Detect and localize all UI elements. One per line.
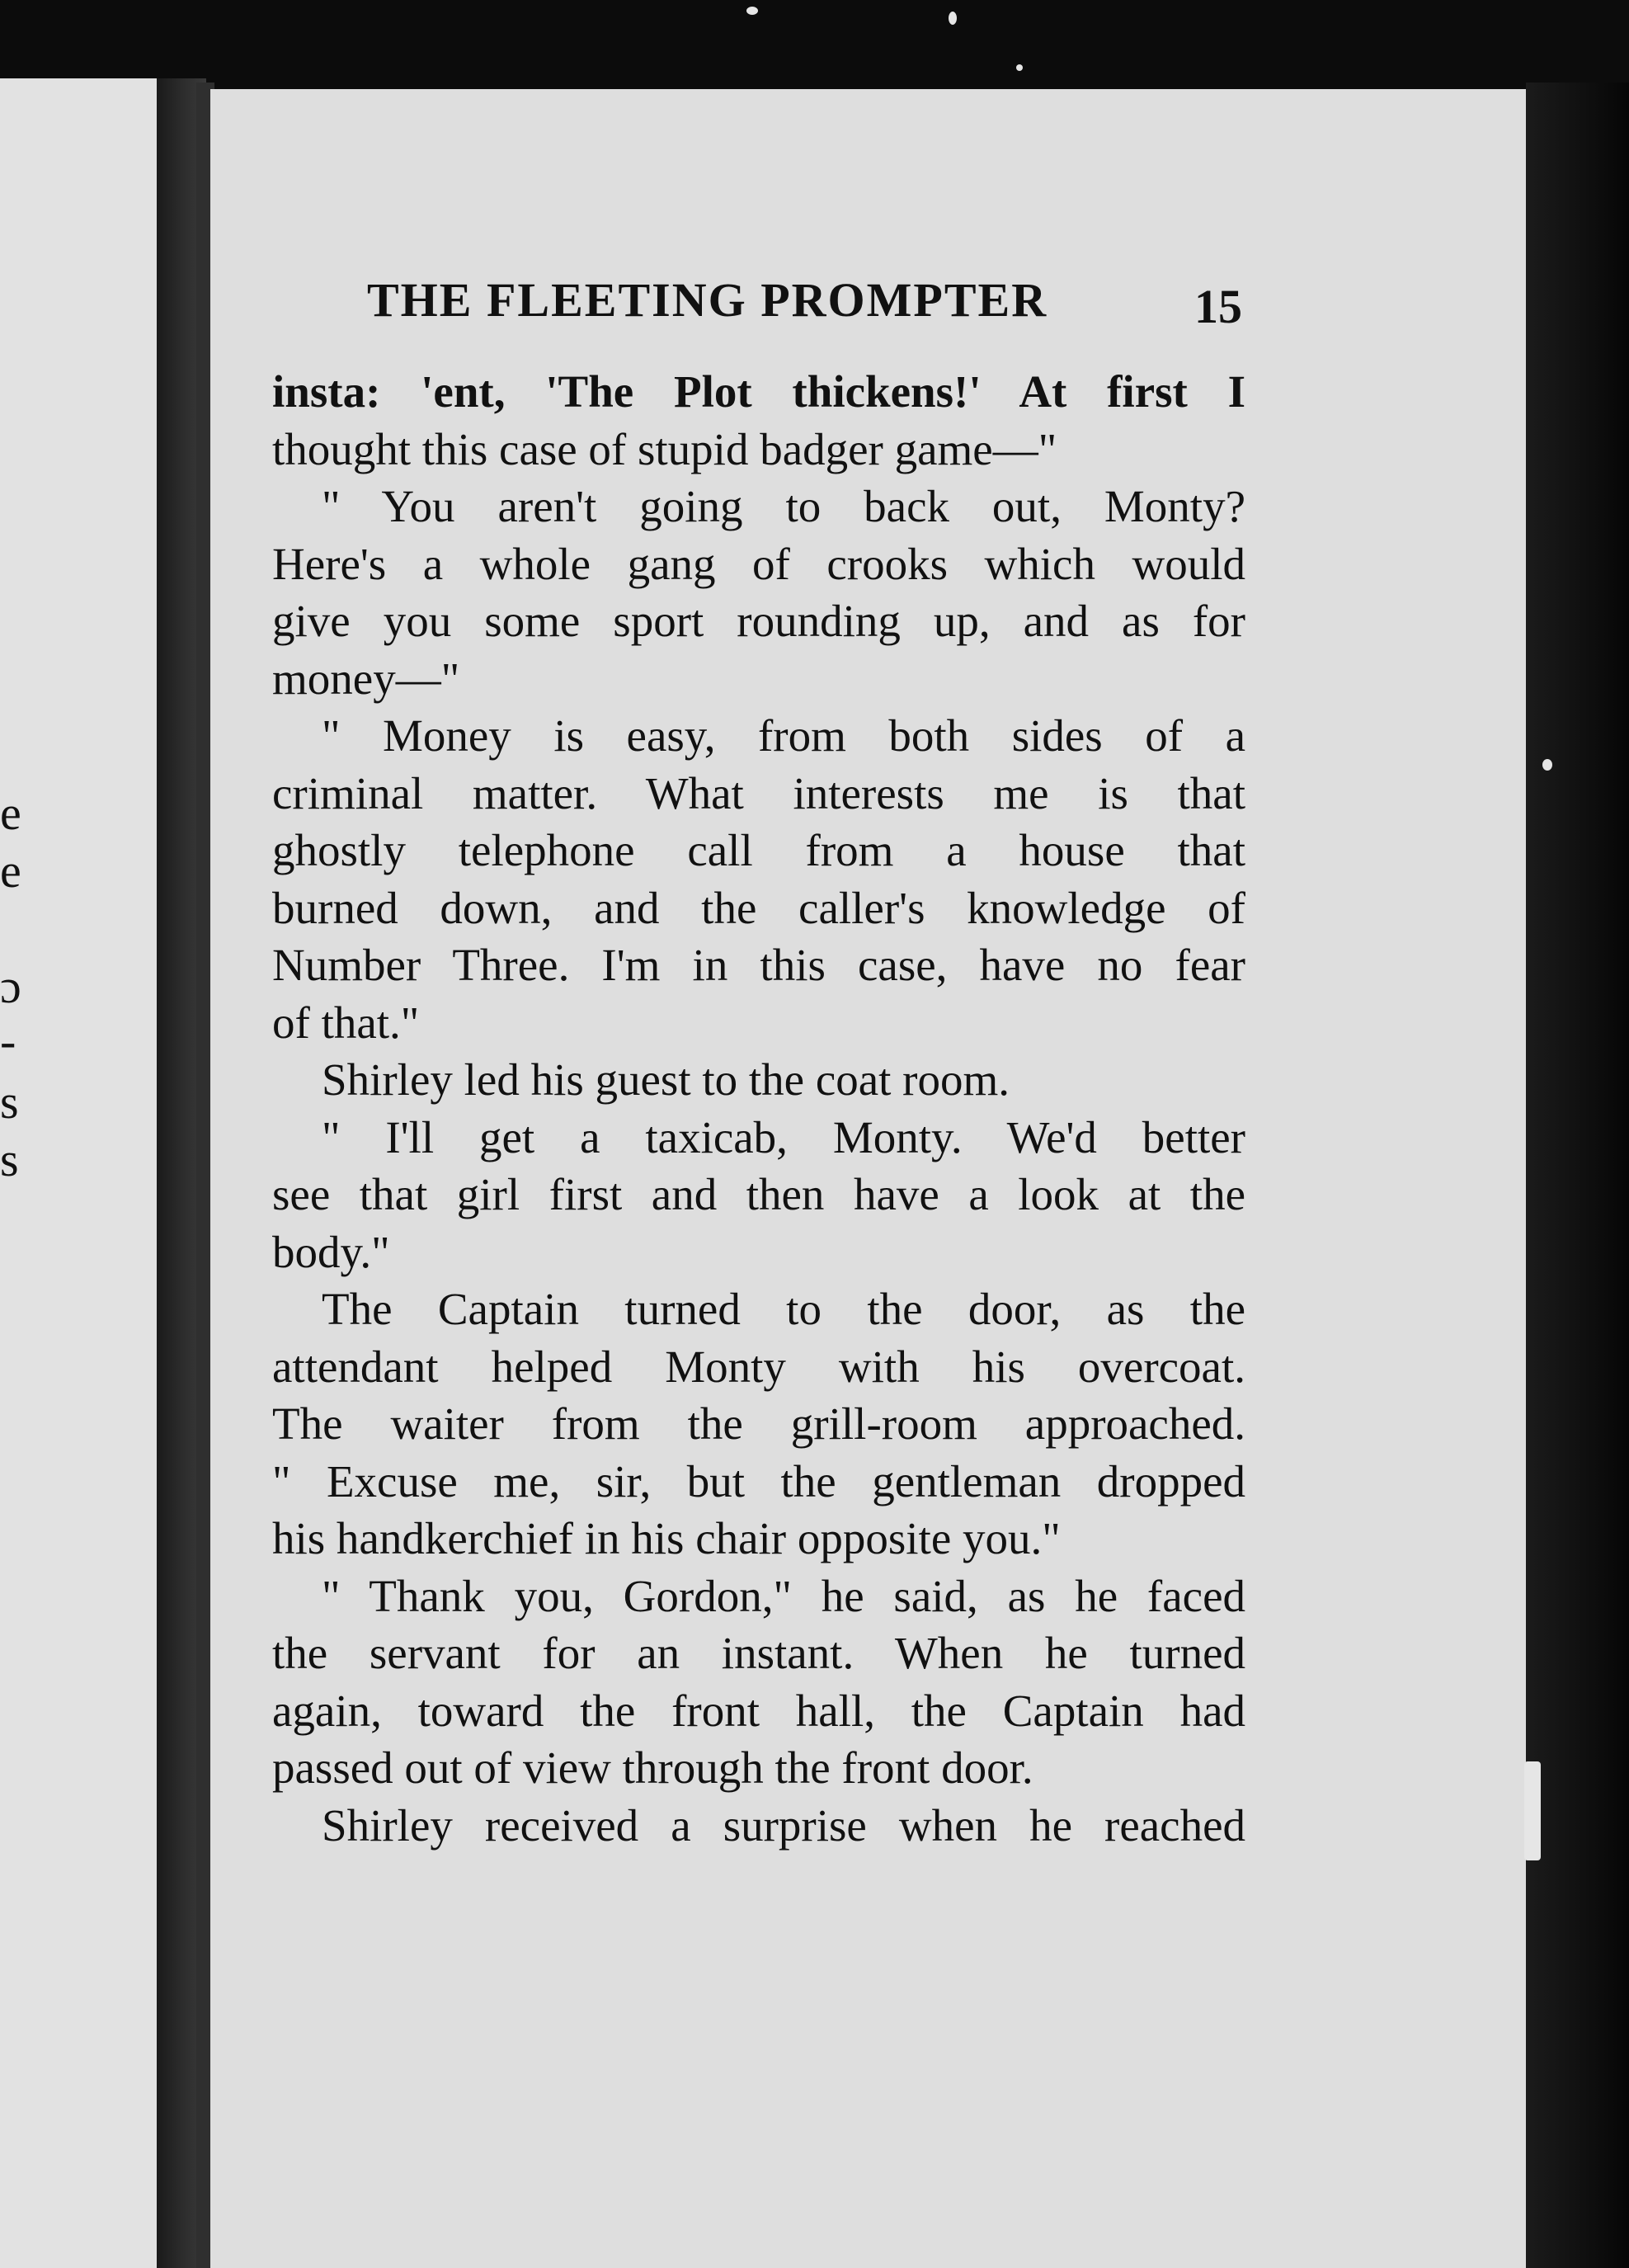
text-line: " You aren't going to back out, Monty? bbox=[322, 481, 1245, 531]
text-line: Shirley led his guest to the coat room. bbox=[322, 1054, 1010, 1105]
dust-speck bbox=[746, 7, 758, 15]
text-line: Number Three. I'm in this case, have no fear bbox=[272, 940, 1245, 990]
facing-page-letter: e bbox=[0, 786, 21, 840]
text-line: money—" bbox=[272, 653, 460, 704]
facing-page-fragment bbox=[0, 78, 157, 2268]
text-line: " Money is easy, from both sides of a bbox=[322, 710, 1245, 761]
text-line: the servant for an instant. When he turned bbox=[272, 1628, 1245, 1678]
text-line: body." bbox=[272, 1226, 390, 1277]
text-line: of that." bbox=[272, 997, 420, 1048]
dust-speck bbox=[1542, 759, 1552, 771]
facing-page-letter: ɔ bbox=[0, 960, 21, 1013]
dust-speck bbox=[1524, 1761, 1541, 1860]
text-line: " Thank you, Gordon," he said, as he faced bbox=[322, 1570, 1245, 1621]
text-line: ghostly telephone call from a house that bbox=[272, 825, 1245, 875]
text-line: passed out of view through the front door. bbox=[272, 1742, 1033, 1793]
text-line: The Captain turned to the door, as the bbox=[322, 1284, 1245, 1334]
facing-page-letter: - bbox=[0, 1014, 16, 1068]
facing-page-letter: e bbox=[0, 844, 21, 898]
dust-speck bbox=[949, 12, 957, 25]
facing-page-letter: s bbox=[0, 1133, 19, 1186]
text-line: insta: 'ent, 'The Plot thickens!' At first I bbox=[272, 366, 1245, 417]
text-line: " I'll get a taxicab, Monty. We'd better bbox=[322, 1111, 1245, 1162]
dust-speck bbox=[1016, 64, 1023, 71]
text-line: see that girl first and then have a look at the bbox=[272, 1169, 1245, 1219]
text-line: burned down, and the caller's knowledge of bbox=[272, 882, 1245, 933]
text-line: The waiter from the grill-room approached. bbox=[272, 1398, 1245, 1449]
text-line: criminal matter. What interests me is that bbox=[272, 767, 1245, 818]
text-line: again, toward the front hall, the Captain had bbox=[272, 1685, 1245, 1736]
text-line: attendant helped Monty with his overcoat. bbox=[272, 1341, 1245, 1392]
text-line: Shirley received a surprise when he reached bbox=[322, 1799, 1245, 1851]
text-line: give you some sport rounding up, and as for bbox=[272, 596, 1245, 646]
facing-page-letter: s bbox=[0, 1075, 19, 1129]
body-text bbox=[272, 363, 1245, 1854]
running-head-title: THE FLEETING PROMPTER bbox=[367, 273, 1048, 327]
text-line: thought this case of stupid badger game—" bbox=[272, 423, 1057, 474]
text-line: " Excuse me, sir, but the gentleman dropped bbox=[272, 1455, 1245, 1506]
page-number: 15 bbox=[1194, 280, 1242, 333]
page-edge-shadow bbox=[1526, 83, 1629, 2268]
text-line: Here's a whole gang of crooks which would bbox=[272, 538, 1245, 589]
text-line: his handkerchief in his chair opposite you." bbox=[272, 1513, 1061, 1563]
